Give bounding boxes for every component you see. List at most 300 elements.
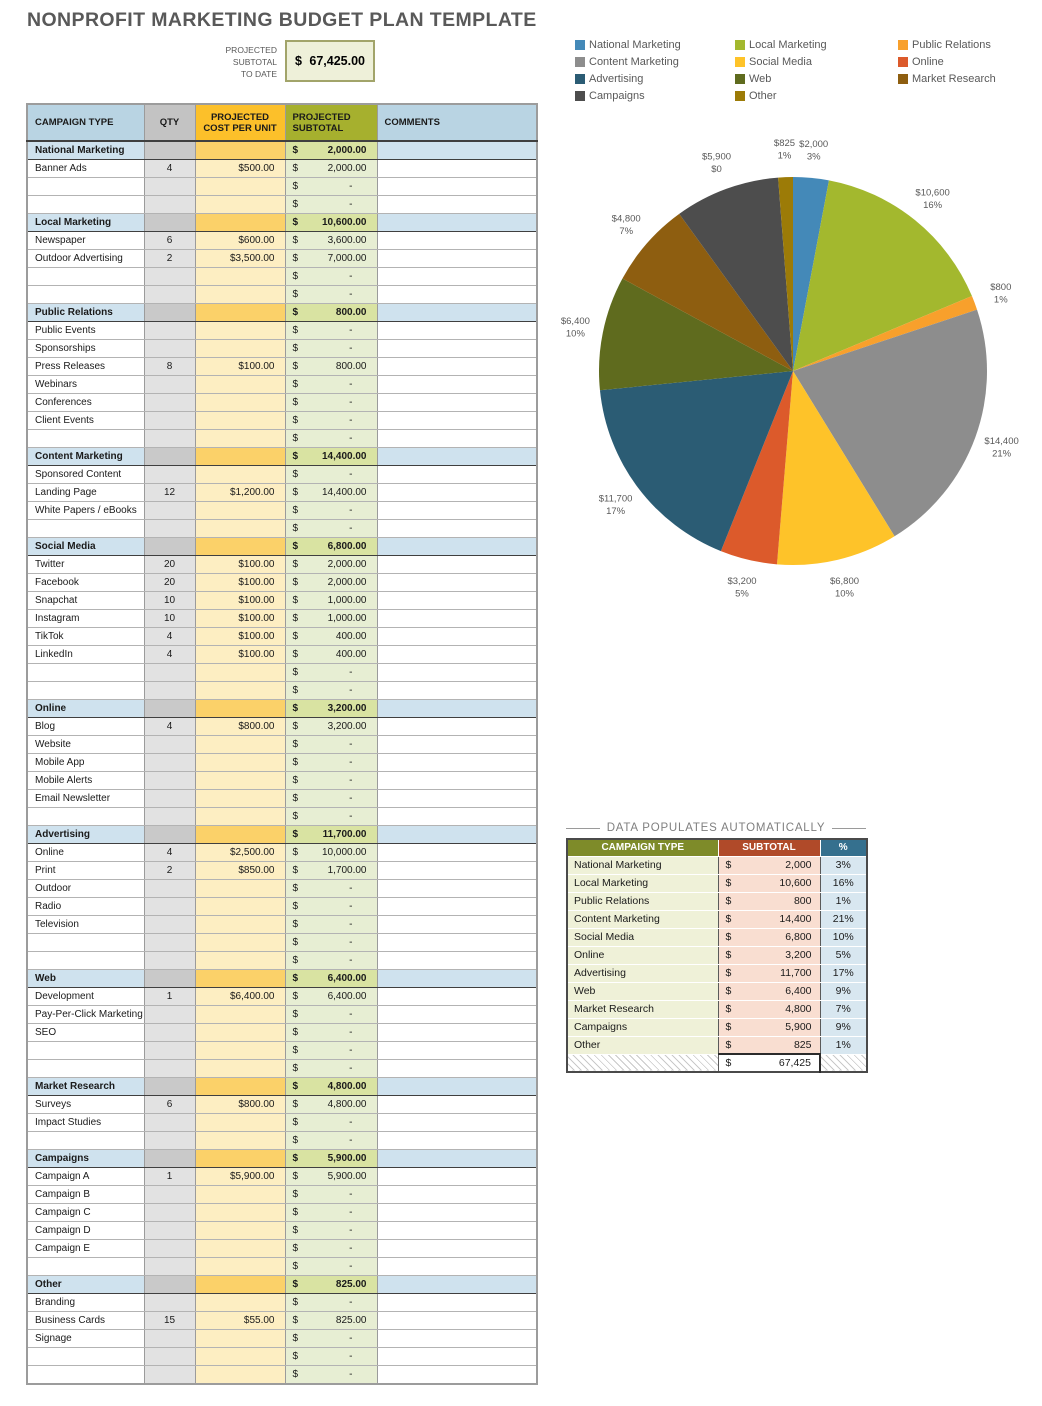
qty-cell[interactable] — [144, 1294, 195, 1312]
cost-cell[interactable]: $100.00 — [195, 574, 285, 592]
comments-cell[interactable] — [377, 1168, 537, 1186]
campaign-item-cell[interactable] — [27, 286, 144, 304]
comments-cell[interactable] — [377, 448, 537, 466]
comments-cell[interactable] — [377, 1258, 537, 1276]
section-name-cell[interactable]: Campaigns — [27, 1150, 144, 1168]
qty-cell[interactable] — [144, 754, 195, 772]
subtotal-cell[interactable]: $ 2,000.00 — [285, 556, 377, 574]
comments-cell[interactable] — [377, 304, 537, 322]
cost-cell[interactable]: $100.00 — [195, 556, 285, 574]
comments-cell[interactable] — [377, 1186, 537, 1204]
qty-cell[interactable] — [144, 1042, 195, 1060]
cost-cell[interactable] — [195, 1006, 285, 1024]
section-subtotal-cell[interactable]: $ 825.00 — [285, 1276, 377, 1294]
subtotal-cell[interactable]: $ - — [285, 916, 377, 934]
comments-cell[interactable] — [377, 988, 537, 1006]
campaign-item-cell[interactable]: Facebook — [27, 574, 144, 592]
qty-cell[interactable] — [144, 1078, 195, 1096]
campaign-item-cell[interactable]: Website — [27, 736, 144, 754]
cost-cell[interactable] — [195, 1258, 285, 1276]
campaign-item-cell[interactable]: Press Releases — [27, 358, 144, 376]
comments-cell[interactable] — [377, 916, 537, 934]
comments-cell[interactable] — [377, 358, 537, 376]
campaign-item-cell[interactable]: White Papers / eBooks — [27, 502, 144, 520]
comments-cell[interactable] — [377, 286, 537, 304]
section-subtotal-cell[interactable]: $ 10,600.00 — [285, 214, 377, 232]
qty-cell[interactable]: 2 — [144, 862, 195, 880]
comments-cell[interactable] — [377, 574, 537, 592]
subtotal-cell[interactable]: $ 14,400.00 — [285, 484, 377, 502]
subtotal-cell[interactable]: $ - — [285, 1204, 377, 1222]
cost-cell[interactable] — [195, 1078, 285, 1096]
subtotal-cell[interactable]: $ - — [285, 934, 377, 952]
subtotal-cell[interactable]: $ - — [285, 1132, 377, 1150]
qty-cell[interactable] — [144, 826, 195, 844]
campaign-item-cell[interactable]: Landing Page — [27, 484, 144, 502]
qty-cell[interactable] — [144, 1186, 195, 1204]
subtotal-cell[interactable]: $ 2,000.00 — [285, 160, 377, 178]
subtotal-cell[interactable]: $ - — [285, 952, 377, 970]
subtotal-cell[interactable]: $ - — [285, 340, 377, 358]
qty-cell[interactable] — [144, 1366, 195, 1385]
section-name-cell[interactable]: Social Media — [27, 538, 144, 556]
comments-cell[interactable] — [377, 1294, 537, 1312]
qty-cell[interactable] — [144, 1006, 195, 1024]
comments-cell[interactable] — [377, 340, 537, 358]
comments-cell[interactable] — [377, 160, 537, 178]
subtotal-cell[interactable]: $ 3,200.00 — [285, 718, 377, 736]
comments-cell[interactable] — [377, 322, 537, 340]
campaign-item-cell[interactable]: Business Cards — [27, 1312, 144, 1330]
qty-cell[interactable] — [144, 538, 195, 556]
campaign-item-cell[interactable]: TikTok — [27, 628, 144, 646]
qty-cell[interactable] — [144, 322, 195, 340]
qty-cell[interactable]: 1 — [144, 988, 195, 1006]
subtotal-cell[interactable]: $ 800.00 — [285, 358, 377, 376]
comments-cell[interactable] — [377, 826, 537, 844]
cost-cell[interactable]: $850.00 — [195, 862, 285, 880]
campaign-item-cell[interactable]: Conferences — [27, 394, 144, 412]
subtotal-cell[interactable]: $ - — [285, 790, 377, 808]
campaign-item-cell[interactable]: Mobile App — [27, 754, 144, 772]
campaign-item-cell[interactable]: Campaign E — [27, 1240, 144, 1258]
cost-cell[interactable]: $100.00 — [195, 646, 285, 664]
campaign-item-cell[interactable] — [27, 520, 144, 538]
cost-cell[interactable]: $100.00 — [195, 358, 285, 376]
comments-cell[interactable] — [377, 664, 537, 682]
cost-cell[interactable] — [195, 268, 285, 286]
subtotal-cell[interactable]: $ - — [285, 178, 377, 196]
cost-cell[interactable]: $55.00 — [195, 1312, 285, 1330]
comments-cell[interactable] — [377, 394, 537, 412]
section-name-cell[interactable]: Advertising — [27, 826, 144, 844]
cost-cell[interactable] — [195, 1042, 285, 1060]
cost-cell[interactable] — [195, 952, 285, 970]
cost-cell[interactable] — [195, 376, 285, 394]
campaign-item-cell[interactable] — [27, 1060, 144, 1078]
cost-cell[interactable]: $800.00 — [195, 1096, 285, 1114]
campaign-item-cell[interactable]: Television — [27, 916, 144, 934]
comments-cell[interactable] — [377, 1096, 537, 1114]
qty-cell[interactable] — [144, 430, 195, 448]
qty-cell[interactable] — [144, 934, 195, 952]
section-subtotal-cell[interactable]: $ 4,800.00 — [285, 1078, 377, 1096]
cost-cell[interactable]: $100.00 — [195, 592, 285, 610]
comments-cell[interactable] — [377, 556, 537, 574]
cost-cell[interactable]: $100.00 — [195, 628, 285, 646]
cost-cell[interactable] — [195, 322, 285, 340]
campaign-item-cell[interactable] — [27, 430, 144, 448]
qty-cell[interactable] — [144, 898, 195, 916]
section-subtotal-cell[interactable]: $ 800.00 — [285, 304, 377, 322]
section-name-cell[interactable]: Local Marketing — [27, 214, 144, 232]
comments-cell[interactable] — [377, 1276, 537, 1294]
qty-cell[interactable] — [144, 376, 195, 394]
subtotal-cell[interactable]: $ 5,900.00 — [285, 1168, 377, 1186]
comments-cell[interactable] — [377, 646, 537, 664]
cost-cell[interactable] — [195, 448, 285, 466]
comments-cell[interactable] — [377, 178, 537, 196]
subtotal-cell[interactable]: $ - — [285, 286, 377, 304]
cost-cell[interactable] — [195, 286, 285, 304]
section-name-cell[interactable]: Online — [27, 700, 144, 718]
campaign-item-cell[interactable] — [27, 1258, 144, 1276]
subtotal-cell[interactable]: $ 1,700.00 — [285, 862, 377, 880]
qty-cell[interactable] — [144, 880, 195, 898]
campaign-item-cell[interactable]: Outdoor — [27, 880, 144, 898]
cost-cell[interactable] — [195, 1366, 285, 1385]
subtotal-cell[interactable]: $ - — [285, 1348, 377, 1366]
qty-cell[interactable] — [144, 340, 195, 358]
comments-cell[interactable] — [377, 808, 537, 826]
cost-cell[interactable] — [195, 340, 285, 358]
campaign-item-cell[interactable]: Branding — [27, 1294, 144, 1312]
subtotal-cell[interactable]: $ 10,000.00 — [285, 844, 377, 862]
comments-cell[interactable] — [377, 1240, 537, 1258]
subtotal-cell[interactable]: $ - — [285, 502, 377, 520]
qty-cell[interactable] — [144, 682, 195, 700]
comments-cell[interactable] — [377, 484, 537, 502]
subtotal-cell[interactable]: $ - — [285, 754, 377, 772]
comments-cell[interactable] — [377, 466, 537, 484]
comments-cell[interactable] — [377, 1006, 537, 1024]
campaign-item-cell[interactable] — [27, 1348, 144, 1366]
qty-cell[interactable] — [144, 1132, 195, 1150]
campaign-item-cell[interactable]: Twitter — [27, 556, 144, 574]
comments-cell[interactable] — [377, 214, 537, 232]
qty-cell[interactable] — [144, 970, 195, 988]
subtotal-cell[interactable]: $ - — [285, 1240, 377, 1258]
campaign-item-cell[interactable]: Newspaper — [27, 232, 144, 250]
cost-cell[interactable] — [195, 538, 285, 556]
comments-cell[interactable] — [377, 934, 537, 952]
subtotal-cell[interactable]: $ - — [285, 376, 377, 394]
campaign-item-cell[interactable]: Sponsored Content — [27, 466, 144, 484]
section-subtotal-cell[interactable]: $ 5,900.00 — [285, 1150, 377, 1168]
comments-cell[interactable] — [377, 1222, 537, 1240]
cost-cell[interactable] — [195, 304, 285, 322]
subtotal-cell[interactable]: $ - — [285, 1186, 377, 1204]
subtotal-cell[interactable]: $ - — [285, 322, 377, 340]
section-subtotal-cell[interactable]: $ 11,700.00 — [285, 826, 377, 844]
section-name-cell[interactable]: Web — [27, 970, 144, 988]
qty-cell[interactable] — [144, 916, 195, 934]
comments-cell[interactable] — [377, 1330, 537, 1348]
section-subtotal-cell[interactable]: $ 14,400.00 — [285, 448, 377, 466]
subtotal-cell[interactable]: $ - — [285, 1024, 377, 1042]
comments-cell[interactable] — [377, 610, 537, 628]
subtotal-cell[interactable]: $ 2,000.00 — [285, 574, 377, 592]
comments-cell[interactable] — [377, 232, 537, 250]
cost-cell[interactable]: $600.00 — [195, 232, 285, 250]
subtotal-cell[interactable]: $ - — [285, 1006, 377, 1024]
cost-cell[interactable] — [195, 1024, 285, 1042]
cost-cell[interactable] — [195, 916, 285, 934]
campaign-item-cell[interactable] — [27, 808, 144, 826]
subtotal-cell[interactable]: $ 6,400.00 — [285, 988, 377, 1006]
campaign-item-cell[interactable]: Radio — [27, 898, 144, 916]
subtotal-cell[interactable]: $ - — [285, 1042, 377, 1060]
cost-cell[interactable] — [195, 1294, 285, 1312]
subtotal-cell[interactable]: $ - — [285, 1222, 377, 1240]
subtotal-cell[interactable]: $ - — [285, 898, 377, 916]
campaign-item-cell[interactable]: Print — [27, 862, 144, 880]
subtotal-cell[interactable]: $ - — [285, 682, 377, 700]
comments-cell[interactable] — [377, 1366, 537, 1385]
subtotal-cell[interactable]: $ - — [285, 268, 377, 286]
comments-cell[interactable] — [377, 754, 537, 772]
comments-cell[interactable] — [377, 880, 537, 898]
campaign-item-cell[interactable] — [27, 1366, 144, 1385]
campaign-item-cell[interactable]: Client Events — [27, 412, 144, 430]
campaign-item-cell[interactable]: Snapchat — [27, 592, 144, 610]
campaign-item-cell[interactable]: Signage — [27, 1330, 144, 1348]
cost-cell[interactable] — [195, 196, 285, 214]
qty-cell[interactable] — [144, 502, 195, 520]
comments-cell[interactable] — [377, 412, 537, 430]
comments-cell[interactable] — [377, 1312, 537, 1330]
cost-cell[interactable] — [195, 1276, 285, 1294]
subtotal-cell[interactable]: $ 400.00 — [285, 646, 377, 664]
cost-cell[interactable] — [195, 736, 285, 754]
section-name-cell[interactable]: Market Research — [27, 1078, 144, 1096]
subtotal-cell[interactable]: $ 400.00 — [285, 628, 377, 646]
comments-cell[interactable] — [377, 736, 537, 754]
qty-cell[interactable]: 10 — [144, 610, 195, 628]
qty-cell[interactable] — [144, 790, 195, 808]
qty-cell[interactable]: 10 — [144, 592, 195, 610]
comments-cell[interactable] — [377, 502, 537, 520]
qty-cell[interactable]: 2 — [144, 250, 195, 268]
qty-cell[interactable]: 6 — [144, 1096, 195, 1114]
qty-cell[interactable] — [144, 1204, 195, 1222]
section-name-cell[interactable]: National Marketing — [27, 141, 144, 160]
qty-cell[interactable] — [144, 412, 195, 430]
cost-cell[interactable] — [195, 178, 285, 196]
cost-cell[interactable] — [195, 430, 285, 448]
comments-cell[interactable] — [377, 970, 537, 988]
qty-cell[interactable] — [144, 1024, 195, 1042]
qty-cell[interactable] — [144, 772, 195, 790]
campaign-item-cell[interactable] — [27, 934, 144, 952]
comments-cell[interactable] — [377, 772, 537, 790]
subtotal-cell[interactable]: $ - — [285, 808, 377, 826]
campaign-item-cell[interactable]: Development — [27, 988, 144, 1006]
subtotal-cell[interactable]: $ - — [285, 880, 377, 898]
comments-cell[interactable] — [377, 141, 537, 160]
campaign-item-cell[interactable]: Sponsorships — [27, 340, 144, 358]
qty-cell[interactable] — [144, 268, 195, 286]
subtotal-cell[interactable]: $ - — [285, 520, 377, 538]
campaign-item-cell[interactable]: Banner Ads — [27, 160, 144, 178]
qty-cell[interactable]: 8 — [144, 358, 195, 376]
comments-cell[interactable] — [377, 538, 537, 556]
campaign-item-cell[interactable] — [27, 178, 144, 196]
campaign-item-cell[interactable] — [27, 196, 144, 214]
comments-cell[interactable] — [377, 592, 537, 610]
comments-cell[interactable] — [377, 1150, 537, 1168]
comments-cell[interactable] — [377, 628, 537, 646]
subtotal-cell[interactable]: $ - — [285, 1294, 377, 1312]
subtotal-cell[interactable]: $ - — [285, 772, 377, 790]
subtotal-cell[interactable]: $ - — [285, 1330, 377, 1348]
qty-cell[interactable] — [144, 1240, 195, 1258]
cost-cell[interactable]: $3,500.00 — [195, 250, 285, 268]
comments-cell[interactable] — [377, 844, 537, 862]
subtotal-cell[interactable]: $ 4,800.00 — [285, 1096, 377, 1114]
cost-cell[interactable] — [195, 1348, 285, 1366]
campaign-item-cell[interactable] — [27, 1042, 144, 1060]
qty-cell[interactable] — [144, 1222, 195, 1240]
cost-cell[interactable] — [195, 1240, 285, 1258]
cost-cell[interactable] — [195, 700, 285, 718]
qty-cell[interactable] — [144, 394, 195, 412]
subtotal-cell[interactable]: $ - — [285, 412, 377, 430]
campaign-item-cell[interactable]: Surveys — [27, 1096, 144, 1114]
qty-cell[interactable] — [144, 952, 195, 970]
qty-cell[interactable] — [144, 736, 195, 754]
comments-cell[interactable] — [377, 718, 537, 736]
cost-cell[interactable] — [195, 808, 285, 826]
subtotal-cell[interactable]: $ 1,000.00 — [285, 610, 377, 628]
subtotal-cell[interactable]: $ - — [285, 1366, 377, 1385]
campaign-item-cell[interactable]: Online — [27, 844, 144, 862]
campaign-item-cell[interactable]: LinkedIn — [27, 646, 144, 664]
campaign-item-cell[interactable] — [27, 664, 144, 682]
cost-cell[interactable]: $6,400.00 — [195, 988, 285, 1006]
qty-cell[interactable]: 15 — [144, 1312, 195, 1330]
qty-cell[interactable] — [144, 1150, 195, 1168]
cost-cell[interactable]: $100.00 — [195, 610, 285, 628]
campaign-item-cell[interactable]: Outdoor Advertising — [27, 250, 144, 268]
comments-cell[interactable] — [377, 250, 537, 268]
comments-cell[interactable] — [377, 1042, 537, 1060]
cost-cell[interactable]: $1,200.00 — [195, 484, 285, 502]
subtotal-cell[interactable]: $ 1,000.00 — [285, 592, 377, 610]
comments-cell[interactable] — [377, 952, 537, 970]
qty-cell[interactable]: 4 — [144, 646, 195, 664]
comments-cell[interactable] — [377, 790, 537, 808]
cost-cell[interactable] — [195, 898, 285, 916]
campaign-item-cell[interactable] — [27, 682, 144, 700]
campaign-item-cell[interactable]: Impact Studies — [27, 1114, 144, 1132]
qty-cell[interactable] — [144, 1060, 195, 1078]
campaign-item-cell[interactable]: Webinars — [27, 376, 144, 394]
comments-cell[interactable] — [377, 700, 537, 718]
cost-cell[interactable] — [195, 1150, 285, 1168]
section-name-cell[interactable]: Other — [27, 1276, 144, 1294]
campaign-item-cell[interactable] — [27, 952, 144, 970]
campaign-item-cell[interactable]: Blog — [27, 718, 144, 736]
qty-cell[interactable] — [144, 141, 195, 160]
cost-cell[interactable] — [195, 880, 285, 898]
section-subtotal-cell[interactable]: $ 2,000.00 — [285, 141, 377, 160]
cost-cell[interactable] — [195, 214, 285, 232]
subtotal-cell[interactable]: $ - — [285, 430, 377, 448]
subtotal-cell[interactable]: $ 3,600.00 — [285, 232, 377, 250]
campaign-item-cell[interactable]: Campaign D — [27, 1222, 144, 1240]
comments-cell[interactable] — [377, 862, 537, 880]
comments-cell[interactable] — [377, 682, 537, 700]
qty-cell[interactable] — [144, 664, 195, 682]
qty-cell[interactable] — [144, 304, 195, 322]
cost-cell[interactable]: $5,900.00 — [195, 1168, 285, 1186]
qty-cell[interactable] — [144, 286, 195, 304]
qty-cell[interactable]: 20 — [144, 556, 195, 574]
qty-cell[interactable] — [144, 1330, 195, 1348]
subtotal-cell[interactable]: $ - — [285, 736, 377, 754]
comments-cell[interactable] — [377, 1348, 537, 1366]
cost-cell[interactable] — [195, 826, 285, 844]
qty-cell[interactable] — [144, 1348, 195, 1366]
qty-cell[interactable]: 4 — [144, 844, 195, 862]
cost-cell[interactable] — [195, 520, 285, 538]
qty-cell[interactable] — [144, 448, 195, 466]
cost-cell[interactable] — [195, 1204, 285, 1222]
campaign-item-cell[interactable]: Campaign A — [27, 1168, 144, 1186]
comments-cell[interactable] — [377, 196, 537, 214]
campaign-item-cell[interactable]: Pay-Per-Click Marketing — [27, 1006, 144, 1024]
cost-cell[interactable] — [195, 1222, 285, 1240]
comments-cell[interactable] — [377, 1060, 537, 1078]
subtotal-cell[interactable]: $ - — [285, 466, 377, 484]
qty-cell[interactable] — [144, 808, 195, 826]
cost-cell[interactable] — [195, 1114, 285, 1132]
comments-cell[interactable] — [377, 1114, 537, 1132]
section-subtotal-cell[interactable]: $ 6,800.00 — [285, 538, 377, 556]
subtotal-cell[interactable]: $ 7,000.00 — [285, 250, 377, 268]
cost-cell[interactable]: $500.00 — [195, 160, 285, 178]
cost-cell[interactable] — [195, 412, 285, 430]
cost-cell[interactable] — [195, 1186, 285, 1204]
campaign-item-cell[interactable]: Email Newsletter — [27, 790, 144, 808]
subtotal-cell[interactable]: $ - — [285, 664, 377, 682]
comments-cell[interactable] — [377, 1132, 537, 1150]
section-subtotal-cell[interactable]: $ 3,200.00 — [285, 700, 377, 718]
subtotal-cell[interactable]: $ - — [285, 196, 377, 214]
comments-cell[interactable] — [377, 520, 537, 538]
qty-cell[interactable] — [144, 214, 195, 232]
comments-cell[interactable] — [377, 1204, 537, 1222]
qty-cell[interactable]: 4 — [144, 628, 195, 646]
cost-cell[interactable] — [195, 1330, 285, 1348]
subtotal-cell[interactable]: $ - — [285, 1114, 377, 1132]
qty-cell[interactable] — [144, 178, 195, 196]
qty-cell[interactable] — [144, 1114, 195, 1132]
qty-cell[interactable] — [144, 466, 195, 484]
cost-cell[interactable]: $800.00 — [195, 718, 285, 736]
cost-cell[interactable] — [195, 790, 285, 808]
